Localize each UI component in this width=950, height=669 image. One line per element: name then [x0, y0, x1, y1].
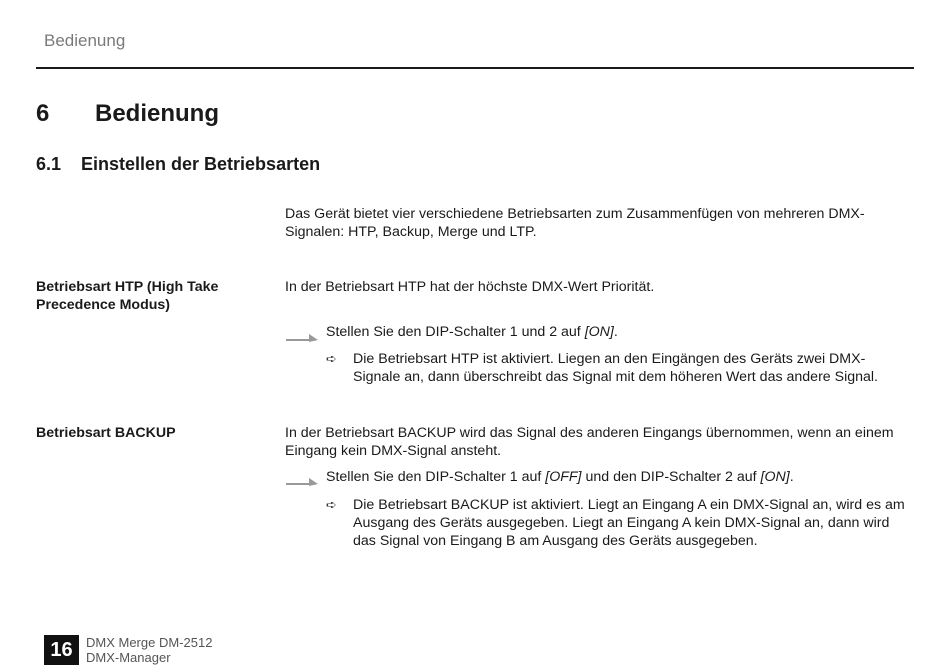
result-arrow-icon: ➪: [326, 351, 337, 366]
htp-label: Betriebsart HTP (High Take Precedence Modus): [36, 279, 219, 313]
section-title: Einstellen der Betriebsarten: [81, 154, 321, 174]
footer-product: DMX Merge DM-2512: [86, 635, 213, 650]
chapter-title: Bedienung: [95, 100, 219, 127]
htp-step: [326, 323, 911, 341]
backup-label: Betriebsart BACKUP: [36, 425, 176, 441]
chapter-number: 6: [36, 100, 50, 127]
section-heading: [36, 154, 320, 175]
page-number: 16: [44, 635, 79, 665]
step-arrow-icon: [285, 474, 319, 488]
backup-result: Die Betriebsart BACKUP ist aktiviert. Liegt an Eingang A ein DMX-Signal an, wird es am Ausgang des Geräts ausgegeben. Liegt an Eingang A kein DMX-Signal an, dann wird das Signal von Eingang B am Ausgang des Geräts ausgegeben.: [353, 497, 905, 549]
htp-result: Die Betriebsart HTP ist aktiviert. Liegen an den Eingängen des Geräts zwei DMX-Signale an, dann überschreibt das Signal mit dem höheren Wert das andere Signal.: [353, 351, 878, 385]
header-divider: [36, 67, 914, 69]
htp-step-suffix: .: [613, 324, 618, 340]
backup-step-value-2: [ON]: [760, 469, 790, 485]
backup-step: [326, 468, 911, 486]
backup-step-value-1: [OFF]: [545, 469, 582, 485]
section-number: 6.1: [36, 154, 62, 174]
htp-step-value: [ON]: [584, 324, 614, 340]
backup-step-mid: und den DIP-Schalter 2 auf: [581, 469, 761, 485]
intro-paragraph: Das Gerät bietet vier verschiedene Betriebsarten zum Zusammenfügen von mehreren DMX-Signalen: HTP, Backup, Merge und LTP.: [285, 206, 865, 240]
htp-description: In der Betriebsart HTP hat der höchste DMX-Wert Priorität.: [285, 279, 655, 295]
chapter-heading: [36, 100, 219, 128]
backup-step-suffix: .: [789, 469, 794, 485]
footer-subtitle: DMX-Manager: [86, 650, 171, 665]
result-arrow-icon: ➪: [326, 497, 337, 512]
backup-step-text: Stellen Sie den DIP-Schalter 1 auf: [326, 469, 546, 485]
htp-step-text: Stellen Sie den DIP-Schalter 1 und 2 auf: [326, 324, 585, 340]
running-header: Bedienung: [44, 31, 126, 50]
step-arrow-icon: [285, 330, 319, 344]
backup-description: In der Betriebsart BACKUP wird das Signal des anderen Eingangs übernommen, wenn an einem Eingang kein DMX-Signal ansteht.: [285, 425, 894, 459]
